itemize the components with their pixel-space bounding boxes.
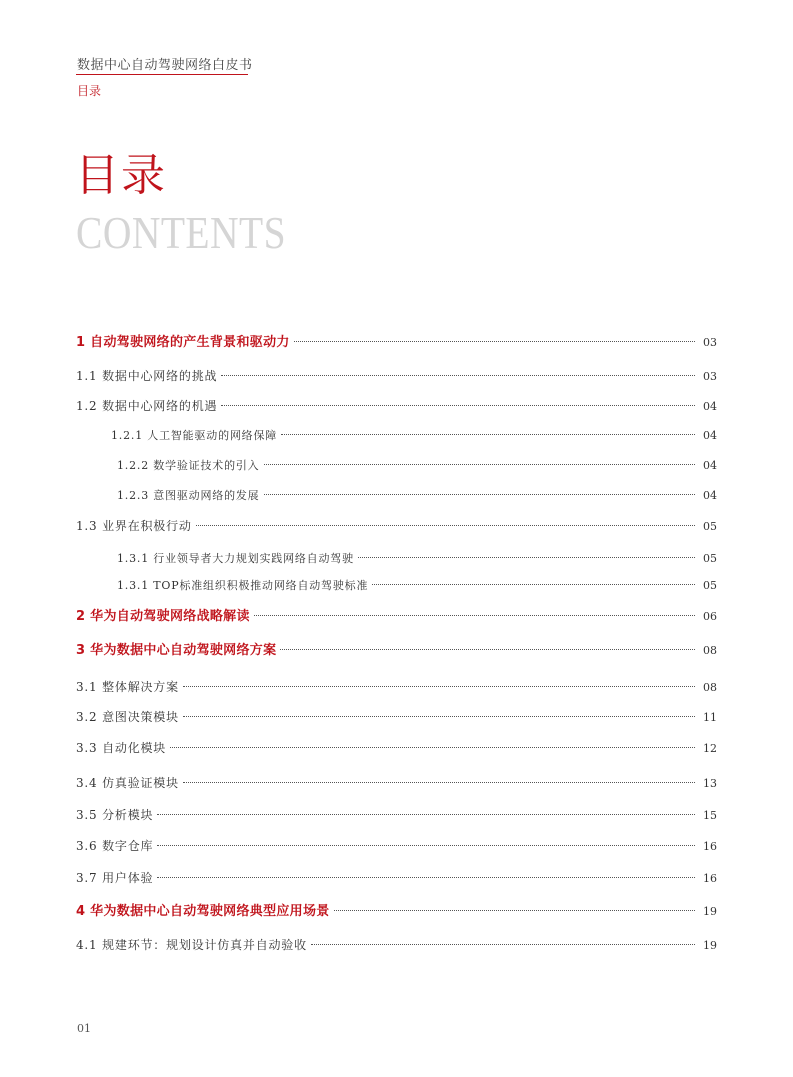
toc-entry-page: 03 bbox=[703, 370, 717, 383]
toc-entry-1-2-1[interactable] bbox=[111, 426, 717, 446]
toc-entry-page: 05 bbox=[703, 520, 717, 533]
leader-dots bbox=[280, 649, 695, 650]
toc-entry-page: 08 bbox=[703, 681, 717, 694]
toc-entry-3-7[interactable] bbox=[76, 868, 717, 888]
leader-dots bbox=[157, 845, 695, 846]
page-subtitle: CONTENTS bbox=[76, 207, 287, 258]
section-label: 目录 bbox=[77, 84, 102, 98]
toc-entry-page: 19 bbox=[703, 939, 717, 952]
toc-entry-page: 12 bbox=[703, 742, 717, 755]
toc-entry-label: 3.4 仿真验证模块 bbox=[76, 776, 179, 790]
leader-dots bbox=[334, 910, 695, 911]
toc-entry-label: 1.3 业界在积极行动 bbox=[76, 519, 192, 533]
toc-entry-page: 03 bbox=[703, 336, 717, 349]
toc-entry-label: 4.1 规建环节：规划设计仿真并自动验收 bbox=[76, 938, 307, 952]
toc-entry-1-2-2[interactable] bbox=[117, 456, 717, 476]
toc-entry-page: 04 bbox=[703, 400, 717, 413]
toc-entry-page: 11 bbox=[703, 711, 717, 724]
leader-dots bbox=[183, 782, 695, 783]
toc-entry-4-1[interactable] bbox=[76, 935, 717, 955]
toc-entry-3-1[interactable] bbox=[76, 677, 717, 697]
toc-entry-page: 04 bbox=[703, 489, 717, 502]
leader-dots bbox=[221, 375, 695, 376]
toc-entry-page: 05 bbox=[703, 552, 717, 565]
toc-entry-4[interactable] bbox=[76, 902, 717, 922]
document-title: 数据中心自动驾驶网络白皮书 bbox=[77, 58, 253, 73]
leader-dots bbox=[183, 686, 695, 687]
toc-entry-page: 16 bbox=[703, 840, 717, 853]
toc-entry-label: 1.2.3 意图驱动网络的发展 bbox=[117, 489, 260, 502]
toc-entry-3-5[interactable] bbox=[76, 805, 717, 825]
page-number: 01 bbox=[77, 1022, 91, 1035]
toc-entry-page: 16 bbox=[703, 872, 717, 885]
toc-entry-label: 3.2 意图决策模块 bbox=[76, 710, 179, 724]
toc-entry-page: 06 bbox=[703, 610, 717, 623]
toc-entry-page: 13 bbox=[703, 777, 717, 790]
toc-entry-3[interactable] bbox=[76, 641, 717, 661]
leader-dots bbox=[170, 747, 695, 748]
toc-entry-1-3-1-b[interactable] bbox=[117, 576, 717, 596]
toc-entry-label: 1.3.1 行业领导者大力规划实践网络自动驾驶 bbox=[117, 552, 354, 565]
toc-entry-label: 1.2.1 人工智能驱动的网络保障 bbox=[111, 429, 278, 442]
toc-entry-1-3-1[interactable] bbox=[117, 549, 717, 569]
toc-entry-label: 1 自动驾驶网络的产生背景和驱动力 bbox=[76, 335, 290, 350]
leader-dots bbox=[358, 557, 695, 558]
toc-entry-page: 05 bbox=[703, 579, 717, 592]
toc-entry-3-4[interactable] bbox=[76, 773, 717, 793]
toc-entry-page: 15 bbox=[703, 809, 717, 822]
toc-entry-label: 4 华为数据中心自动驾驶网络典型应用场景 bbox=[76, 904, 330, 919]
leader-dots bbox=[254, 615, 695, 616]
toc-entry-1-1[interactable] bbox=[76, 366, 717, 386]
leader-dots bbox=[157, 814, 695, 815]
toc-entry-label: 1.1 数据中心网络的挑战 bbox=[76, 369, 218, 383]
leader-dots bbox=[264, 494, 696, 495]
toc-entry-label: 3.1 整体解决方案 bbox=[76, 680, 179, 694]
toc-entry-label: 1.3.1 TOP标准组织积极推动网络自动驾驶标准 bbox=[117, 579, 369, 592]
toc-entry-2[interactable] bbox=[76, 607, 717, 627]
toc-entry-page: 08 bbox=[703, 644, 717, 657]
toc-entry-1[interactable] bbox=[76, 333, 717, 353]
leader-dots bbox=[183, 716, 695, 717]
toc-entry-label: 3.5 分析模块 bbox=[76, 808, 154, 822]
leader-dots bbox=[281, 434, 695, 435]
toc-entry-page: 04 bbox=[703, 429, 717, 442]
leader-dots bbox=[196, 525, 695, 526]
leader-dots bbox=[311, 944, 695, 945]
toc-entry-1-2[interactable] bbox=[76, 396, 717, 416]
toc-entry-1-2-3[interactable] bbox=[117, 486, 717, 506]
leader-dots bbox=[221, 405, 695, 406]
toc-entry-1-3[interactable] bbox=[76, 516, 717, 536]
toc-entry-label: 3 华为数据中心自动驾驶网络方案 bbox=[76, 643, 277, 658]
leader-dots bbox=[294, 341, 695, 342]
toc-entry-label: 1.2.2 数学验证技术的引入 bbox=[117, 459, 260, 472]
leader-dots bbox=[264, 464, 696, 465]
toc-entry-label: 3.6 数字仓库 bbox=[76, 839, 154, 853]
leader-dots bbox=[157, 877, 695, 878]
toc-entry-3-6[interactable] bbox=[76, 836, 717, 856]
toc-entry-label: 1.2 数据中心网络的机遇 bbox=[76, 399, 218, 413]
toc-entry-3-2[interactable] bbox=[76, 707, 717, 727]
toc-entry-page: 04 bbox=[703, 459, 717, 472]
toc-entry-label: 3.3 自动化模块 bbox=[76, 741, 167, 755]
page-title: 目录 bbox=[75, 150, 167, 201]
toc-entry-page: 19 bbox=[703, 905, 717, 918]
toc-entry-3-3[interactable] bbox=[76, 738, 717, 758]
toc-entry-label: 2 华为自动驾驶网络战略解读 bbox=[76, 609, 250, 624]
toc-entry-label: 3.7 用户体验 bbox=[76, 871, 154, 885]
leader-dots bbox=[372, 584, 695, 585]
